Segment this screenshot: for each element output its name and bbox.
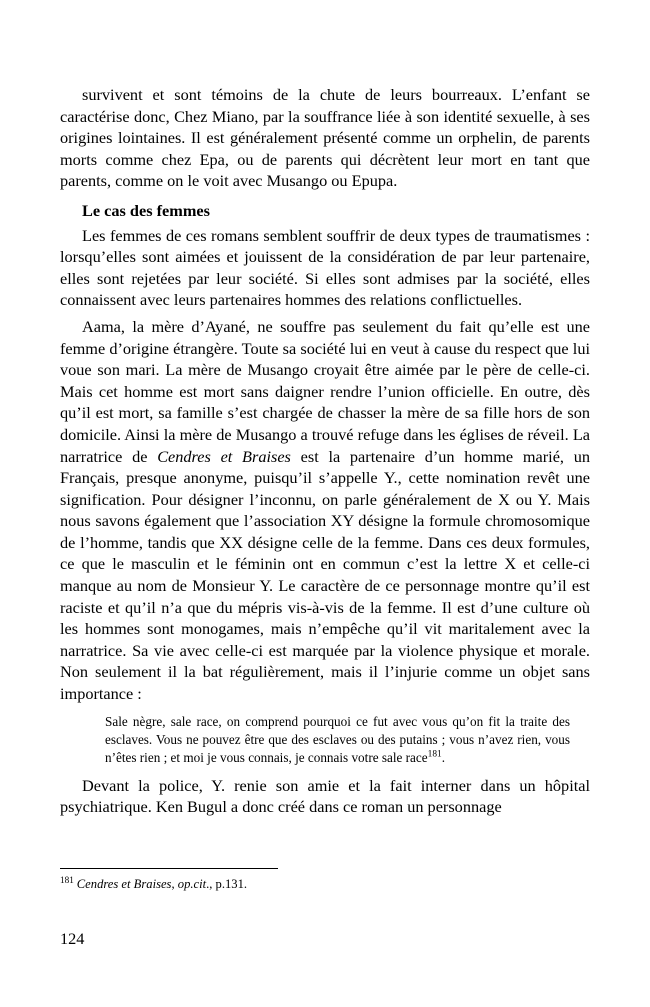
text-column bbox=[60, 84, 590, 818]
footnote-separator-rule bbox=[60, 868, 278, 869]
footnote-page-reference: ., p.131. bbox=[206, 877, 248, 891]
paragraph-body-2: Les femmes de ces romans semblent souffrir de deux types de traumatismes : lorsqu’elles sont aimées et jouissent de la considération de par leur partenaire, elles sont rejetées par leur société. Si elles sont admises par la société, elles connaissent avec leurs partenaires hommes des relations conflictuelles. bbox=[60, 225, 590, 310]
footnote-separator-comma: , bbox=[171, 877, 178, 891]
blockquote-text-line bbox=[105, 713, 570, 768]
page-number: 124 bbox=[60, 929, 85, 948]
paragraph-3-part-b: est la partenaire d’un homme marié, un Français, presque anonyme, puisqu’il s’appelle Y., cette nomination revêt une signification. Pour désigner l’inconnu, on parle généralement de X ou Y. Mais nous savons également que l’association XY désigne la formule chromosomique de l’homme, tandis que XX désigne celle de la femme. Dans ces deux formules, ce que le masculin et le féminin ont en commun c’est la lettre X et celle-ci manque au nom de Monsieur Y. Le caractère de ce personnage montre qu’il est raciste et qu’il n’a que du mépris vis-à-vis de la femme. Il est d’une culture où les hommes sont monogames, mais n’empêche qu’il vit maritalement avec la narratrice. Sa vie avec celle-ci est marquée par la violence physique et morale. Non seulement il la bat régulièrement, mais il l’injurie comme un objet sans importance : bbox=[60, 446, 590, 704]
paragraph-body-4: Devant la police, Y. renie son amie et la fait interner dans un hôpital psychiatrique. Ken Bugul a donc créé dans ce roman un personnage bbox=[60, 775, 590, 817]
footnote-reference-marker[interactable]: 181 bbox=[427, 749, 442, 760]
paragraph-body-1: survivent et sont témoins de la chute de leurs bourreaux. L’enfant se caractérise donc, Chez Miano, par la souffrance liée à son identité sexuelle, à ses origines lointaines. Il est généralement présenté comme un orphelin, de parents morts comme chez Epa, ou de parents qui décrètent leur mort en tant que parents, comme on le voit avec Musango ou Epupa. bbox=[60, 85, 590, 191]
footnote-area bbox=[60, 868, 590, 893]
footnote-book-title: Cendres et Braises bbox=[76, 877, 172, 891]
footnote-entry-181 bbox=[60, 876, 590, 893]
paragraph-body-3 bbox=[60, 316, 590, 705]
footnote-number: 181 bbox=[60, 874, 74, 885]
section-heading-le-cas-des-femmes: Le cas des femmes bbox=[82, 200, 210, 220]
paragraph-3-part-a: Aama, la mère d’Ayané, ne souffre pas seulement du fait qu’elle est une femme d’origine étrangère. Toute sa société lui en veut à cause du respect que lui voue son mari. La mère de Musango croyait être aimée par le père de celle-ci. Mais cet homme est mort sans daigner rendre l’union officielle. En outre, dès qu’il est mort, sa famille s’est chargée de chasser la mère de sa fille hors de son domicile. Ainsi la mère de Musango a trouvé refuge dans les églises de réveil. La narratrice de bbox=[60, 316, 590, 466]
footnote-opcit: op.cit bbox=[177, 877, 207, 891]
blockquote-body: Sale nègre, sale race, on comprend pourquoi ce fut avec vous qu’on fit la traite des esclaves. Vous ne pouvez être que des esclaves ou des putains ; vous n’avez rien, vous n’êtes rien ; et moi je vous connais, je connais votre sale race bbox=[105, 713, 570, 766]
book-title-cendres-et-braises: Cendres et Braises bbox=[157, 446, 291, 466]
blockquote-citation bbox=[105, 705, 570, 775]
blockquote-trailing-punctuation: . bbox=[441, 750, 445, 766]
